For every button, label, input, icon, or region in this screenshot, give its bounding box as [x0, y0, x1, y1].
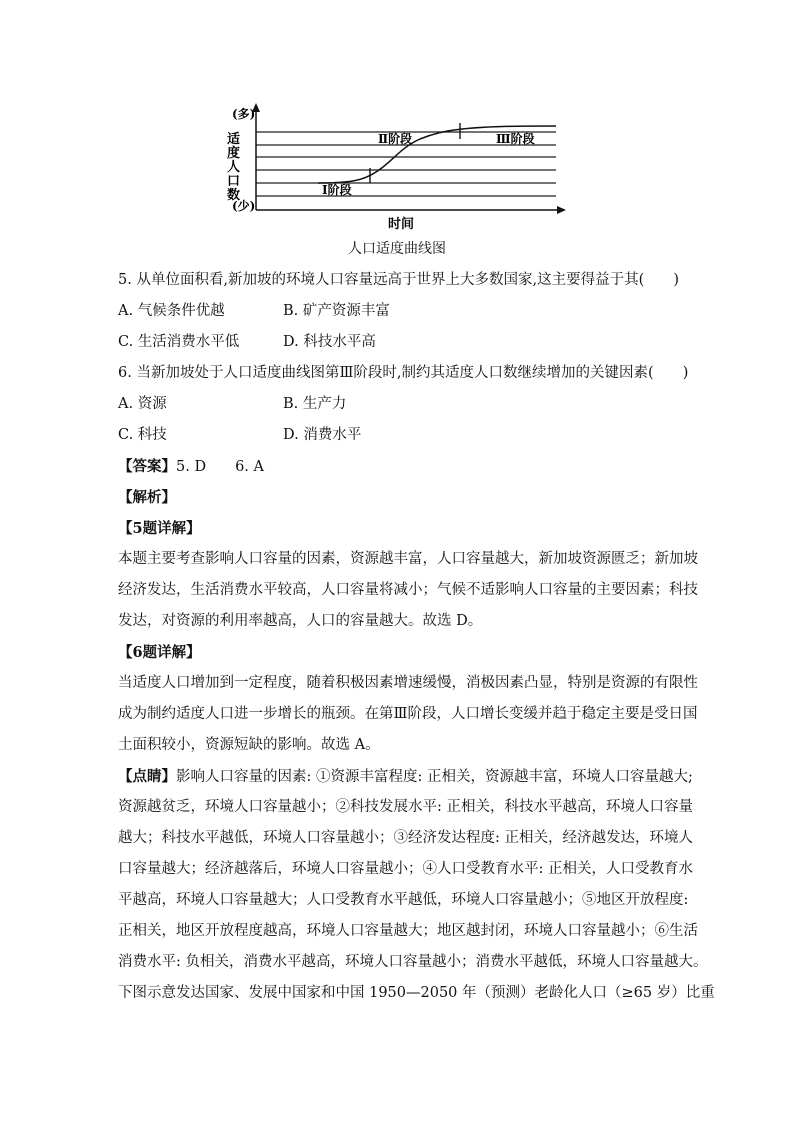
detail-6-label: 【6题详解】	[118, 644, 201, 661]
paragraph-line: 正相关，地区开放程度越高，环境人口容量越大；地区越封闭，环境人口容量越小；⑥生活	[118, 923, 698, 939]
analysis-label: 【解析】	[118, 489, 176, 506]
q5-option-b: B. 矿产资源丰富	[283, 303, 390, 319]
paragraph-line: 消费水平: 负相关，消费水平越高，环境人口容量越小；消费水平越低，环境人口容量越大。	[118, 954, 708, 970]
tip-first-line	[118, 761, 693, 792]
detail-6-paragraph	[118, 668, 698, 761]
q6-options-row-2	[118, 420, 678, 451]
q5-option-a: A. 气候条件优越	[118, 303, 225, 319]
y-label-char: 口	[227, 174, 241, 189]
x-axis-label: 时间	[388, 217, 415, 232]
y-label-char: 人	[227, 160, 241, 175]
stage-2-label: Ⅱ阶段	[378, 132, 413, 146]
detail-5-label: 【5题详解】	[118, 520, 201, 537]
y-label-char: 度	[227, 146, 241, 161]
q6-options-row-1	[118, 389, 678, 420]
q5-options-row-1	[118, 296, 678, 327]
y-top-label: (多)	[232, 107, 256, 121]
population-curve-figure	[222, 96, 582, 236]
paragraph-line: 资源越贫乏，环境人口容量越小；②科技发展水平: 正相关，科技水平越高，环境人口容量	[118, 799, 693, 815]
paragraph-line: 发达，对资源的利用率越高，人口的容量越大。故选 D。	[118, 613, 483, 629]
stage-1-label: Ⅰ阶段	[322, 183, 352, 197]
question-body	[118, 265, 715, 1009]
paragraph-line: 经济发达，生活消费水平较高，人口容量将减小；气候不适影响人口容量的主要因素；科技	[118, 582, 698, 598]
q6-option-c: C. 科技	[118, 427, 167, 443]
paragraph-line: 当适度人口增加到一定程度，随着积极因素增速缓慢，消极因素凸显，特别是资源的有限性	[118, 675, 698, 691]
q5-option-d: D. 科技水平高	[283, 334, 376, 350]
paragraph-line: 口容量越大；经济越落后，环境人口容量越小；④人口受教育水平: 正相关，人口受教育水	[118, 861, 693, 877]
paragraph-line: 越大；科技水平越低，环境人口容量越小；③经济发达程度: 正相关，经济越发达，环境人	[118, 830, 693, 846]
tip-label: 【点睛】	[118, 768, 176, 785]
q5-option-c: C. 生活消费水平低	[118, 334, 240, 350]
answer-text: 5. D 6. A	[176, 459, 264, 475]
stage-3-label: Ⅲ阶段	[496, 132, 535, 146]
paragraph-line: 平越高，环境人口容量越大；人口受教育水平越低，环境人口容量越小；⑤地区开放程度:	[118, 892, 689, 908]
y-label-char: 数	[227, 188, 241, 203]
q6-stem: 6. 当新加坡处于人口适度曲线图第Ⅲ阶段时,制约其适度人口数继续增加的关键因素( )	[118, 365, 689, 381]
paragraph-line: 土面积较小，资源短缺的影响。故选 A。	[118, 737, 380, 753]
answer-line	[118, 451, 678, 482]
answer-label: 【答案】	[118, 458, 176, 475]
q6-option-a: A. 资源	[118, 396, 167, 412]
q5-options-row-2	[118, 327, 678, 358]
y-label-char: 适	[227, 132, 241, 147]
paragraph-line: 本题主要考查影响人口容量的因素，资源越丰富，人口容量越大，新加坡资源匮乏；新加坡	[118, 551, 698, 567]
tip-paragraph	[118, 761, 715, 1009]
paragraph-line: 下图示意发达国家、发展中国家和中国 1950—2050 年（预测）老龄化人口（≥65 岁）比重	[118, 985, 715, 1001]
x-axis-arrow	[557, 206, 566, 214]
tip-first-text: 影响人口容量的因素: ①资源丰富程度: 正相关，资源越丰富，环境人口容量越大;	[176, 769, 693, 785]
detail-5-paragraph	[118, 544, 698, 637]
q5-stem: 5. 从单位面积看,新加坡的环境人口容量远高于世界上大多数国家,这主要得益于其( )	[118, 272, 679, 288]
figure-caption: 人口适度曲线图	[348, 241, 446, 257]
paragraph-line: 成为制约适度人口进一步增长的瓶颈。在第Ⅲ阶段，人口增长变缓并趋于稳定主要是受日国	[118, 706, 698, 722]
q6-option-b: B. 生产力	[283, 396, 347, 412]
y-bottom-label: (少)	[232, 199, 256, 213]
q6-option-d: D. 消费水平	[283, 427, 362, 443]
population-curve-diagram	[222, 96, 582, 236]
